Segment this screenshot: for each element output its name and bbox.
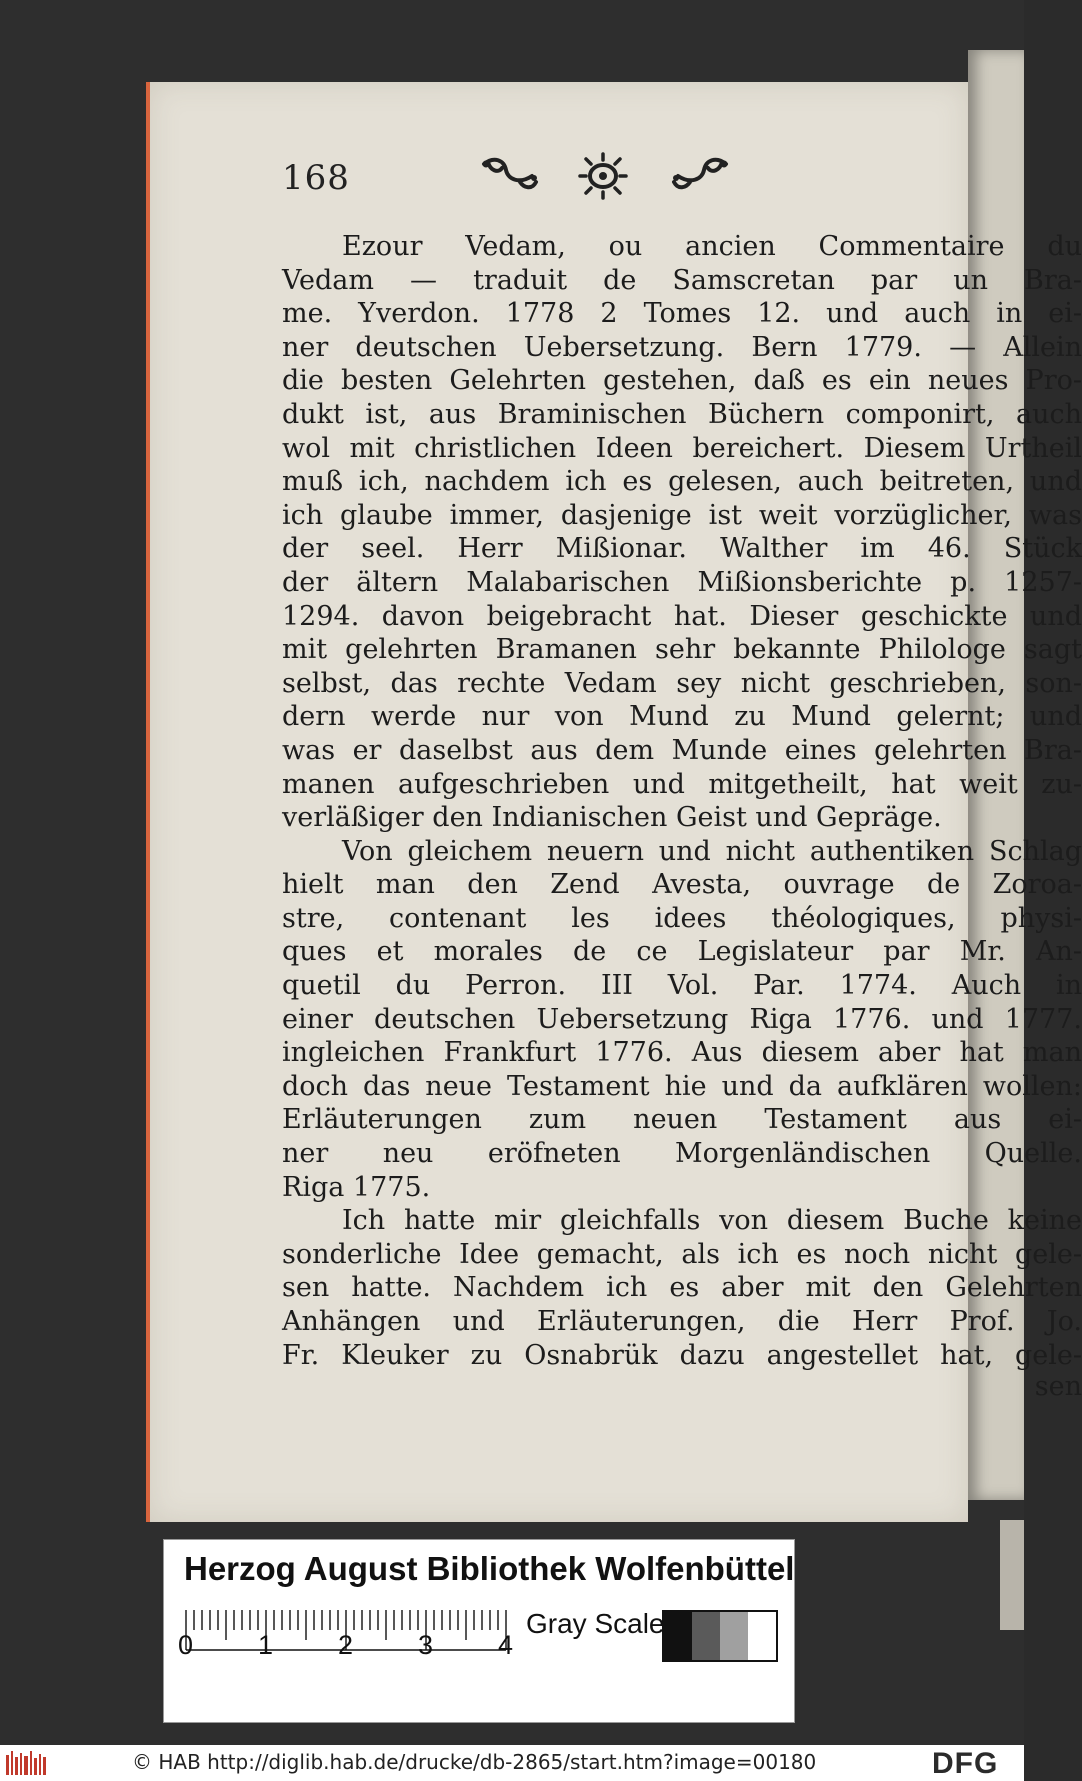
grayscale-swatches [662, 1610, 778, 1662]
grayscale-swatch [692, 1612, 720, 1660]
text-line: sen hatte. Nachdem ich es aber mit den Gelehrten [282, 1272, 1082, 1304]
text-line: dukt ist, aus Braminischen Büchern componirt, auch [282, 398, 1082, 430]
card-title: Herzog August Bibliothek Wolfenbüttel [184, 1550, 795, 1587]
footer-bar [0, 1745, 1024, 1781]
grayscale-swatch [720, 1612, 748, 1660]
text-line: wol mit christlichen Ideen bereichert. Diesem Urtheil [282, 432, 1082, 464]
text-line: hielt man den Zend Avesta, ouvrage de Zoroa- [282, 869, 1082, 901]
text-line: der ältern Malabarischen Mißionsberichte p. 1257- [282, 566, 1082, 598]
text-line: me. Yverdon. 1778 2 Tomes 12. und auch in ei- [282, 298, 1082, 330]
text-line: ques et morales de ce Legislateur par Mr. An- [282, 936, 1082, 968]
text-line: Ich hatte mir gleichfalls von diesem Buche keine [342, 1205, 1082, 1237]
text-line: 1294. davon beigebracht hat. Dieser geschickte und [282, 600, 1082, 632]
grayscale-swatch [748, 1612, 776, 1660]
text-line: Erläuterungen zum neuen Testament aus ei- [282, 1104, 1082, 1136]
text-line: ingleichen Frankfurt 1776. Aus diesem aber hat man [282, 1037, 1082, 1069]
next-page-tab [1000, 1520, 1024, 1630]
text-line: die besten Gelehrten gestehen, daß es ein neues Pro- [282, 365, 1082, 397]
text-line: muß ich, nachdem ich es gelesen, auch beitreten, und [282, 466, 1082, 498]
scroll-ornament-left-icon [480, 154, 540, 194]
page-number: 168 [282, 158, 350, 198]
text-line: quetil du Perron. III Vol. Par. 1774. Auch in [282, 970, 1082, 1002]
dfg-logo: DFG [932, 1747, 999, 1780]
text-line: ner neu eröfneten Morgenländischen Quelle. [282, 1138, 1082, 1170]
ruler-label: 2 [338, 1630, 354, 1660]
text-line: Riga 1775. [282, 1171, 431, 1203]
flower-ornament-icon [578, 154, 628, 198]
text-line: dern werde nur von Mund zu Mund gelernt; und [282, 701, 1082, 733]
footer-url-text[interactable]: © HAB http://diglib.hab.de/drucke/db-2865/start.htm?image=00180 [132, 1750, 817, 1774]
text-line: einer deutschen Uebersetzung Riga 1776. und 1777. [282, 1003, 1082, 1035]
hab-barcode-logo-icon [6, 1751, 46, 1777]
text-line: der seel. Herr Mißionar. Walther im 46. Stück [282, 533, 1082, 565]
text-line: Vedam — traduit de Samscretan par un Bra- [282, 264, 1082, 296]
text-line: mit gelehrten Bramanen sehr bekannte Philologe sagt [282, 634, 1082, 666]
text-line: verläßiger den Indianischen Geist und Gepräge. [282, 802, 942, 834]
ruler-label: 1 [258, 1630, 274, 1660]
text-line: Von gleichem neuern und nicht authentiken Schlag [342, 835, 1082, 867]
catchword: sen [1034, 1371, 1082, 1402]
scroll-ornament-right-icon [670, 154, 730, 194]
text-line: ich glaube immer, dasjenige ist weit vorzüglicher, was [282, 499, 1082, 531]
ruler-label: 3 [418, 1630, 434, 1660]
text-line: stre, contenant les idees théologiques, physi- [282, 902, 1082, 934]
book-page [146, 82, 1082, 1522]
text-line: selbst, das rechte Vedam sey nicht geschrieben, son- [282, 667, 1082, 699]
text-line: Anhängen und Erläuterungen, die Herr Prof. Jo. [282, 1306, 1082, 1337]
text-line: manen aufgeschrieben und mitgetheilt, hat weit zu- [282, 768, 1082, 800]
text-line: sonderliche Idee gemacht, als ich es noch nicht gele- [282, 1238, 1082, 1270]
color-calibration-card [164, 1540, 794, 1722]
text-line: was er daselbst aus dem Munde eines gelehrten Bra- [282, 734, 1082, 766]
text-line: Ezour Vedam, ou ancien Commentaire du [342, 231, 1082, 262]
ruler-label: 0 [178, 1630, 194, 1660]
text-line: ner deutschen Uebersetzung. Bern 1779. — Allein [282, 331, 1082, 363]
ruler-label: 4 [498, 1630, 514, 1660]
text-line: doch das neue Testament hie und da aufklären wollen: [282, 1070, 1082, 1102]
text-line: Fr. Kleuker zu Osnabrük dazu angestellet hat, gele- [282, 1339, 1082, 1371]
grayscale-label: Gray Scale [526, 1608, 665, 1639]
grayscale-swatch [664, 1612, 692, 1660]
body-text [282, 230, 1082, 1372]
